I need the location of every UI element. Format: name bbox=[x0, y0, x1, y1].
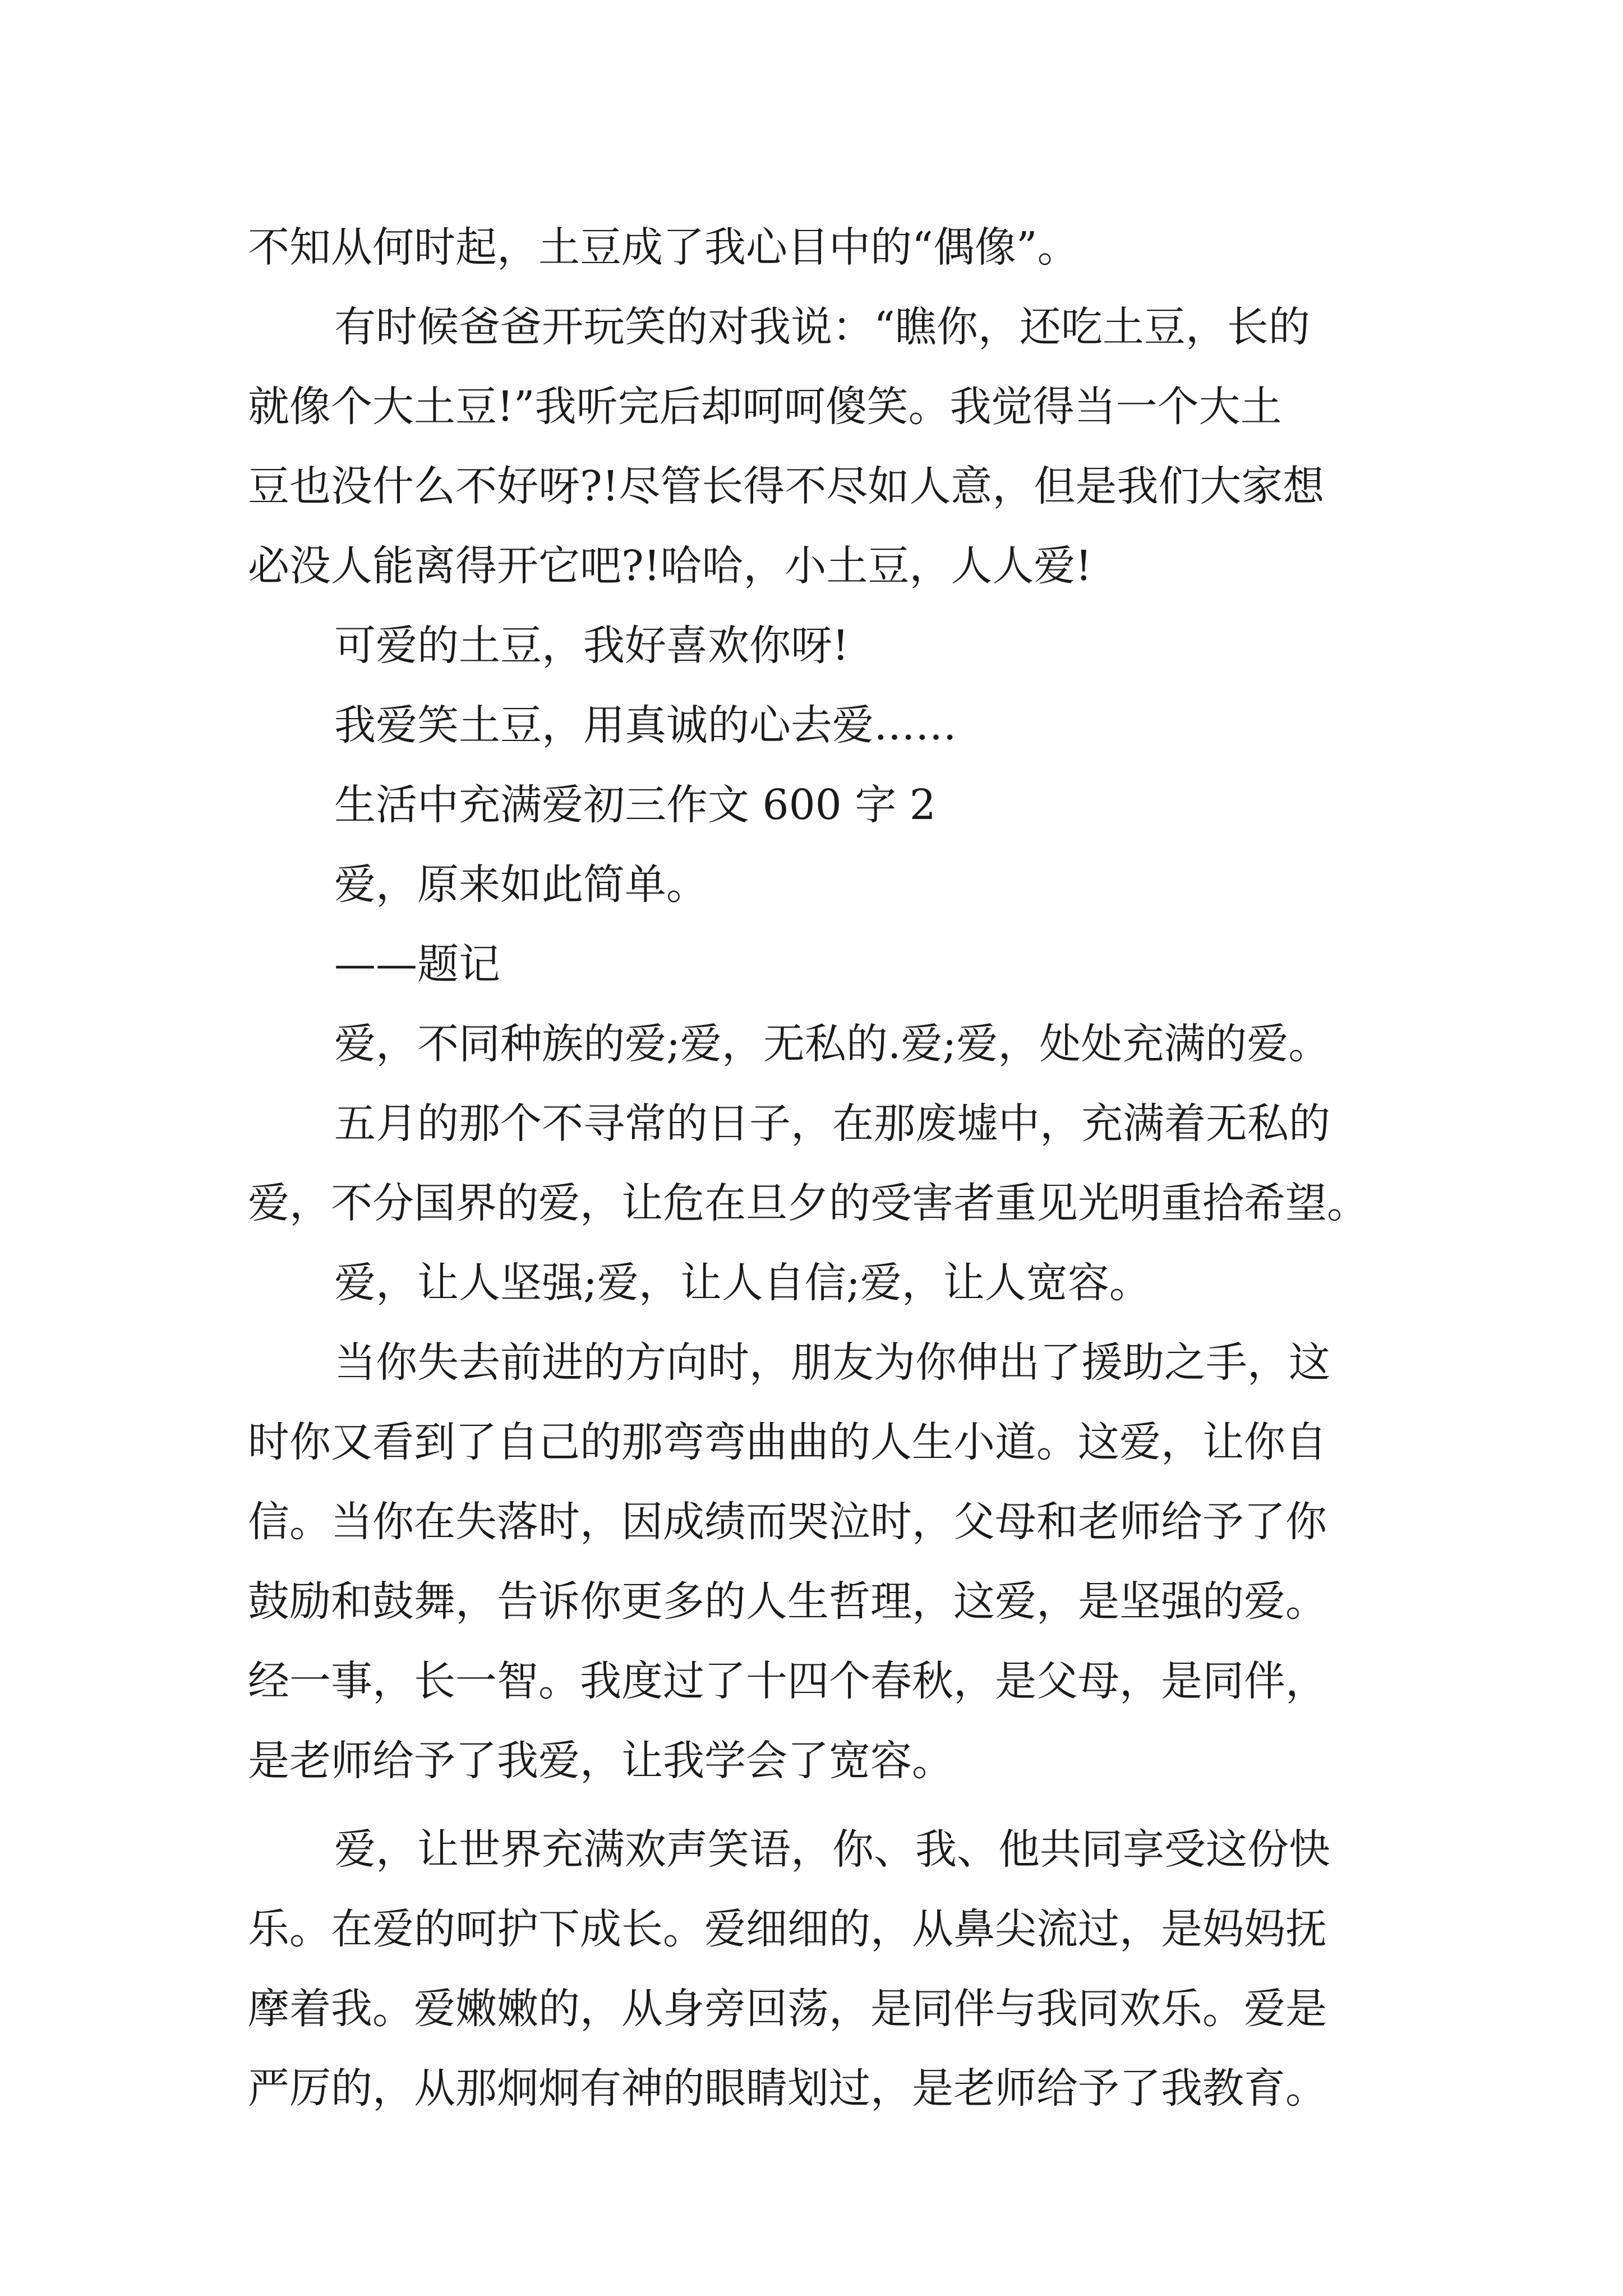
text-line: 爱，让人坚强;爱，让人自信;爱，让人宽容。 bbox=[334, 1259, 1151, 1307]
text-line: 是老师给予了我爱，让我学会了宽容。 bbox=[248, 1737, 953, 1785]
text-line: 爱，原来如此简单。 bbox=[334, 861, 708, 909]
text-line: 爱，不分国界的爱，让危在旦夕的受害者重见光明重拾希望。 bbox=[248, 1179, 1368, 1227]
text-line: 信。当你在失落时，因成绩而哭泣时，父母和老师给予了你 bbox=[248, 1498, 1327, 1546]
document-body bbox=[248, 208, 1386, 2128]
essay-heading: 生活中充满爱初三作文 600 字 2 bbox=[334, 781, 936, 829]
epigraph-attribution: ——题记 bbox=[334, 940, 500, 988]
text-line: 豆也没什么不好呀?!尽管长得不尽如人意，但是我们大家想 bbox=[248, 462, 1325, 510]
text-line: 鼓励和鼓舞，告诉你更多的人生哲理，这爱，是坚强的爱。 bbox=[248, 1577, 1327, 1626]
paragraph-gap bbox=[248, 1801, 1386, 1810]
text-line: 严厉的，从那炯炯有神的眼睛划过，是老师给予了我教育。 bbox=[248, 2064, 1327, 2113]
text-line: 就像个大土豆!”我听完后却呵呵傻笑。我觉得当一个大土 bbox=[248, 383, 1282, 431]
text-line: 当你失去前进的方向时，朋友为你伸出了援助之手，这 bbox=[334, 1338, 1330, 1387]
text-line: 五月的那个不寻常的日子，在那废墟中，充满着无私的 bbox=[334, 1099, 1330, 1148]
text-line: 摩着我。爱嫩嫩的，从身旁回荡，是同伴与我同欢乐。爱是 bbox=[248, 1985, 1327, 2033]
text-line: 必没人能离得开它吧?!哈哈，小土豆，人人爱! bbox=[248, 542, 1092, 590]
text-line: 我爱笑土豆，用真诚的心去爱…… bbox=[334, 701, 957, 749]
text-line: 爱，不同种族的爱;爱，无私的.爱;爱，处处充满的爱。 bbox=[334, 1020, 1330, 1068]
text-line: 时你又看到了自己的那弯弯曲曲的人生小道。这爱，让你自 bbox=[248, 1418, 1327, 1466]
text-line: 爱，让世界充满欢声笑语，你、我、他共同享受这份快 bbox=[334, 1825, 1330, 1874]
text-line: 可爱的土豆，我好喜欢你呀! bbox=[334, 622, 849, 670]
text-line: 不知从何时起，土豆成了我心目中的“偶像”。 bbox=[248, 223, 1079, 272]
text-line: 经一事，长一智。我度过了十四个春秋，是父母，是同伴， bbox=[248, 1657, 1327, 1705]
text-line: 乐。在爱的呵护下成长。爱细细的，从鼻尖流过，是妈妈抚 bbox=[248, 1905, 1327, 1953]
text-line: 有时候爸爸开玩笑的对我说：“瞧你，还吃土豆，长的 bbox=[334, 303, 1310, 351]
